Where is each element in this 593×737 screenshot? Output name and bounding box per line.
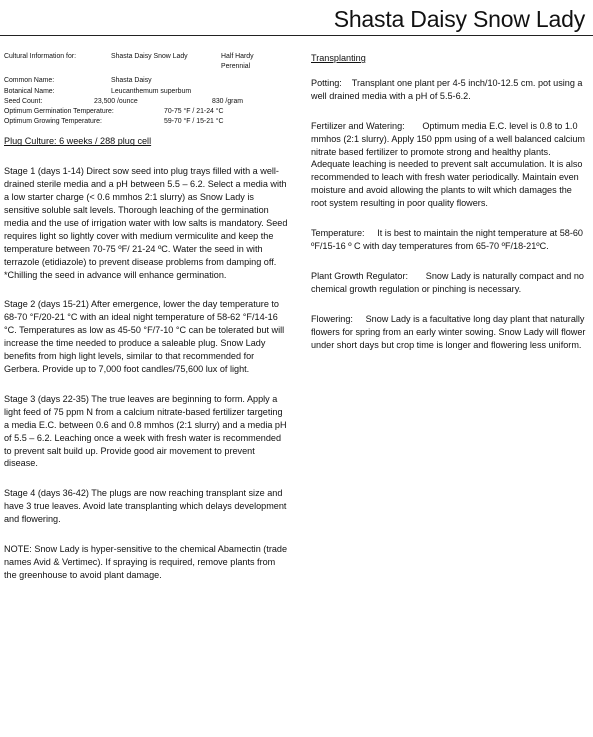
stage-3-paragraph: Stage 3 (days 22-35) The true leaves are beginning to form. Apply a light feed of 75 ppm N from a calcium nitrate-based fertilizer targeting a media E.C. between 0.6 and 0.8 mmhos (2:1 slurry) and a media pH of 5.5 – 6.2. Leaching once a week with fresh water is recommended to prevent salt build up. Provide good air movement to prevent disease. bbox=[4, 393, 287, 469]
cultural-info-label: Cultural Information for: bbox=[4, 53, 76, 60]
info-value: 59-70 °F / 15-21 °C bbox=[164, 118, 224, 126]
info-label: Botanical Name: bbox=[4, 87, 55, 95]
section-label: Potting: bbox=[311, 77, 342, 88]
right-column bbox=[311, 52, 587, 351]
section-text: Transplant one plant per 4-5 inch/10-12.5 cm. pot using a well drained media with a pH of 5.5-6.2. bbox=[311, 77, 583, 101]
info-label: Optimum Germination Temperature: bbox=[4, 108, 114, 116]
info-value: Leucanthemum superbum bbox=[111, 87, 192, 95]
section-text: Optimum media E.C. level is 0.8 to 1.0 mmhos (2:1 slurry). Apply 150 ppm using of a well balanced calcium nitrate based fertilizer to promote strong and healthy plants. Adequate leaching is needed to prevent salt accumulation. It is also recommended to leach with fresh water periodically. Maintain even moisture and avoid allowing the plants to wilt which damages the root system resulting in poor quality flowers. bbox=[311, 120, 585, 209]
info-label: Common Name: bbox=[4, 77, 55, 85]
stage-4-paragraph: Stage 4 (days 36-42) The plugs are now reaching transplant size and have 3 true leaves. Avoid late transplanting which delays development and flowering. bbox=[4, 488, 287, 525]
info-value: 23,500 /ounce bbox=[94, 97, 138, 105]
section-label: Flowering: bbox=[311, 313, 353, 324]
transplanting-heading: Transplanting bbox=[311, 53, 366, 63]
growth-regulator-section bbox=[311, 270, 587, 296]
section-text: Snow Lady is naturally compact and no chemical growth regulation or pinching is necessary. bbox=[311, 270, 584, 294]
info-row-seed-count bbox=[4, 97, 290, 107]
info-row-common-name bbox=[4, 76, 290, 86]
stage-1-paragraph: Stage 1 (days 1-14) Direct sow seed into plug trays filled with a well-drained sterile media and a pH between 5.5 – 6.2. Select a media with a low starter charge (< 0.6 mmhos 2:1 slurry) as Snow Lady is sensitive soluble salt levels. Thorough leaching of the germination media and the use of irrigation water with low salts is mandatory. Seed requires light so lightly cover with medium vermiculite and keep the temperature between 70-75 ºF/ 21-24 ºC. Water the seed in with terrazole (etidiazole) to prevent disease problems from damping off. *Chilling the seed in advance will enhance germination. bbox=[4, 166, 288, 280]
hardiness-line1: Half Hardy bbox=[221, 53, 254, 60]
info-label: Optimum Growing Temperature: bbox=[4, 118, 102, 126]
page-title: Shasta Daisy Snow Lady bbox=[333, 6, 585, 32]
section-text: Snow Lady is a facultative long day plant that naturally flowers for spring from an early winter sowing. Snow Lady will flower under short days but crop time is longer and flowering less uniform. bbox=[311, 313, 586, 350]
left-column bbox=[4, 52, 290, 582]
cultural-info-value: Shasta Daisy Snow Lady bbox=[111, 53, 188, 60]
potting-section bbox=[311, 77, 587, 103]
info-row-germination-temp bbox=[4, 107, 290, 117]
flowering-section bbox=[311, 313, 587, 352]
stage-2-paragraph: Stage 2 (days 15-21) After emergence, lower the day temperature to 68-70 °F/20-21 °C with an ideal night temperature of 58-62 °F/14-16 °C. Temperatures as low as 45-50 °F/7-10 °C can be tolerated but will increase the time needed to produce a saleable plug. Snow Lady benefits from high light levels, similar to that recommended for Gerbera. Provide up to 7,000 foot candles/75,600 lux of light. bbox=[4, 299, 285, 375]
cultural-info-row-2 bbox=[4, 62, 290, 72]
title-rule bbox=[0, 35, 593, 36]
fertilizer-section bbox=[311, 120, 587, 210]
info-extra: 830 /gram bbox=[212, 97, 244, 105]
hardiness-line2: Perennial bbox=[221, 63, 251, 71]
note-paragraph: NOTE: Snow Lady is hyper-sensitive to the chemical Abamectin (trade names Avid & Vertimec). If spraying is required, remove plants from the greenhouse to avoid plant damage. bbox=[4, 544, 288, 580]
section-label: Plant Growth Regulator: bbox=[311, 270, 409, 281]
cultural-info-row bbox=[4, 52, 290, 62]
info-value: 70-75 °F / 21-24 °C bbox=[164, 108, 224, 116]
info-label: Seed Count: bbox=[4, 97, 43, 105]
plug-culture-heading: Plug Culture: 6 weeks / 288 plug cell bbox=[4, 136, 152, 147]
info-row-growing-temp bbox=[4, 117, 290, 127]
section-text: It is best to maintain the night temperature at 58-60 ºF/15-16 º C with day temperatures from 65-70 ºF/18-21ºC. bbox=[311, 228, 583, 251]
info-value: Shasta Daisy bbox=[111, 77, 152, 85]
section-label: Fertilizer and Watering: bbox=[311, 120, 405, 131]
info-row-botanical-name bbox=[4, 87, 290, 97]
temperature-section bbox=[311, 227, 587, 253]
section-label: Temperature: bbox=[311, 228, 365, 239]
cultural-info-block bbox=[4, 52, 290, 127]
